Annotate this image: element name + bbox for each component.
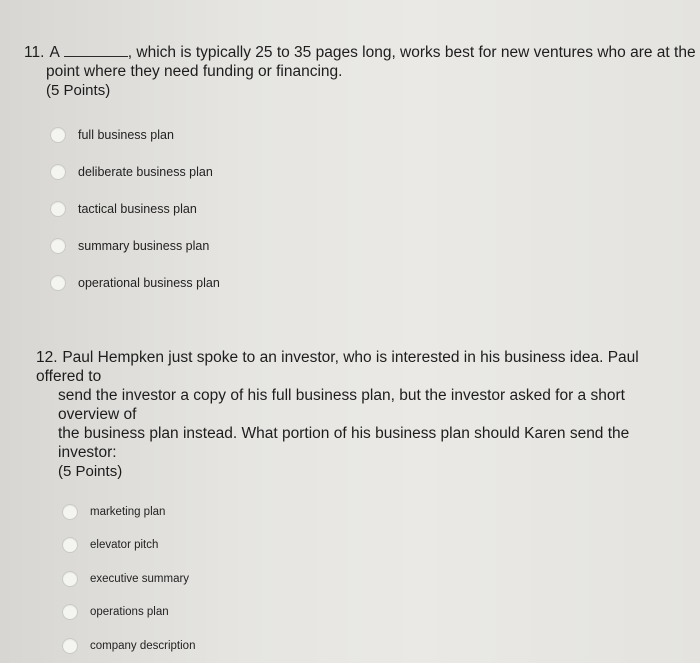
option-label: deliberate business plan bbox=[78, 164, 213, 179]
question-11-text-end: , which is typically 25 to 35 pages long, works best for new ventures who are at the bbox=[127, 44, 696, 61]
q12-option-elevator-pitch[interactable] bbox=[62, 529, 686, 563]
question-12-points: (5 Points) bbox=[58, 463, 123, 480]
radio-button[interactable] bbox=[62, 571, 78, 587]
q11-option-tactical-business-plan[interactable] bbox=[50, 190, 696, 227]
option-label: summary business plan bbox=[78, 238, 210, 253]
option-label: marketing plan bbox=[90, 505, 166, 518]
question-12-text-line-1: Paul Hempken just spoke to an investor, who is interested in his business idea. Paul offered to bbox=[36, 349, 639, 385]
option-label: operational business plan bbox=[78, 275, 220, 290]
question-12-number: 12. bbox=[36, 349, 58, 366]
option-label: executive summary bbox=[90, 572, 190, 585]
question-12-text-line-2: send the investor a copy of his full business plan, but the investor asked for a short overview of bbox=[58, 387, 625, 423]
question-12-options bbox=[36, 495, 686, 663]
radio-button[interactable] bbox=[50, 201, 66, 217]
option-label: operations plan bbox=[90, 606, 169, 619]
radio-button[interactable] bbox=[50, 164, 66, 180]
q12-option-operations-plan[interactable] bbox=[62, 596, 686, 630]
option-label: company description bbox=[90, 639, 196, 652]
radio-button[interactable] bbox=[50, 275, 66, 291]
radio-button[interactable] bbox=[62, 638, 78, 654]
question-11-text-start: A bbox=[49, 44, 60, 61]
q11-option-summary-business-plan[interactable] bbox=[50, 227, 696, 264]
q12-option-company-description[interactable] bbox=[62, 629, 686, 663]
question-12-line-1 bbox=[36, 348, 686, 386]
radio-button[interactable] bbox=[50, 238, 66, 254]
q11-option-operational-business-plan[interactable] bbox=[50, 264, 696, 301]
question-12-text-line-3: the business plan instead. What portion of his business plan should Karen send the investor: bbox=[58, 425, 630, 461]
radio-button[interactable] bbox=[50, 127, 66, 143]
question-11-points: (5 Points) bbox=[46, 82, 111, 99]
question-11 bbox=[24, 42, 696, 301]
option-label: tactical business plan bbox=[78, 201, 197, 216]
option-label: elevator pitch bbox=[90, 539, 159, 552]
q12-option-marketing-plan[interactable] bbox=[62, 495, 686, 529]
question-12 bbox=[36, 348, 686, 663]
question-11-line-2: point where they need funding or financing. bbox=[46, 63, 343, 80]
q12-option-executive-summary[interactable] bbox=[62, 562, 686, 596]
question-11-number: 11. bbox=[24, 44, 45, 61]
radio-button[interactable] bbox=[62, 504, 78, 520]
q11-option-full-business-plan[interactable] bbox=[50, 116, 696, 153]
question-11-options bbox=[24, 116, 696, 301]
option-label: full business plan bbox=[78, 127, 174, 142]
question-11-line-1 bbox=[24, 42, 696, 62]
q11-option-deliberate-business-plan[interactable] bbox=[50, 153, 696, 190]
question-11-blank bbox=[64, 42, 128, 57]
radio-button[interactable] bbox=[62, 537, 78, 553]
radio-button[interactable] bbox=[62, 604, 78, 620]
